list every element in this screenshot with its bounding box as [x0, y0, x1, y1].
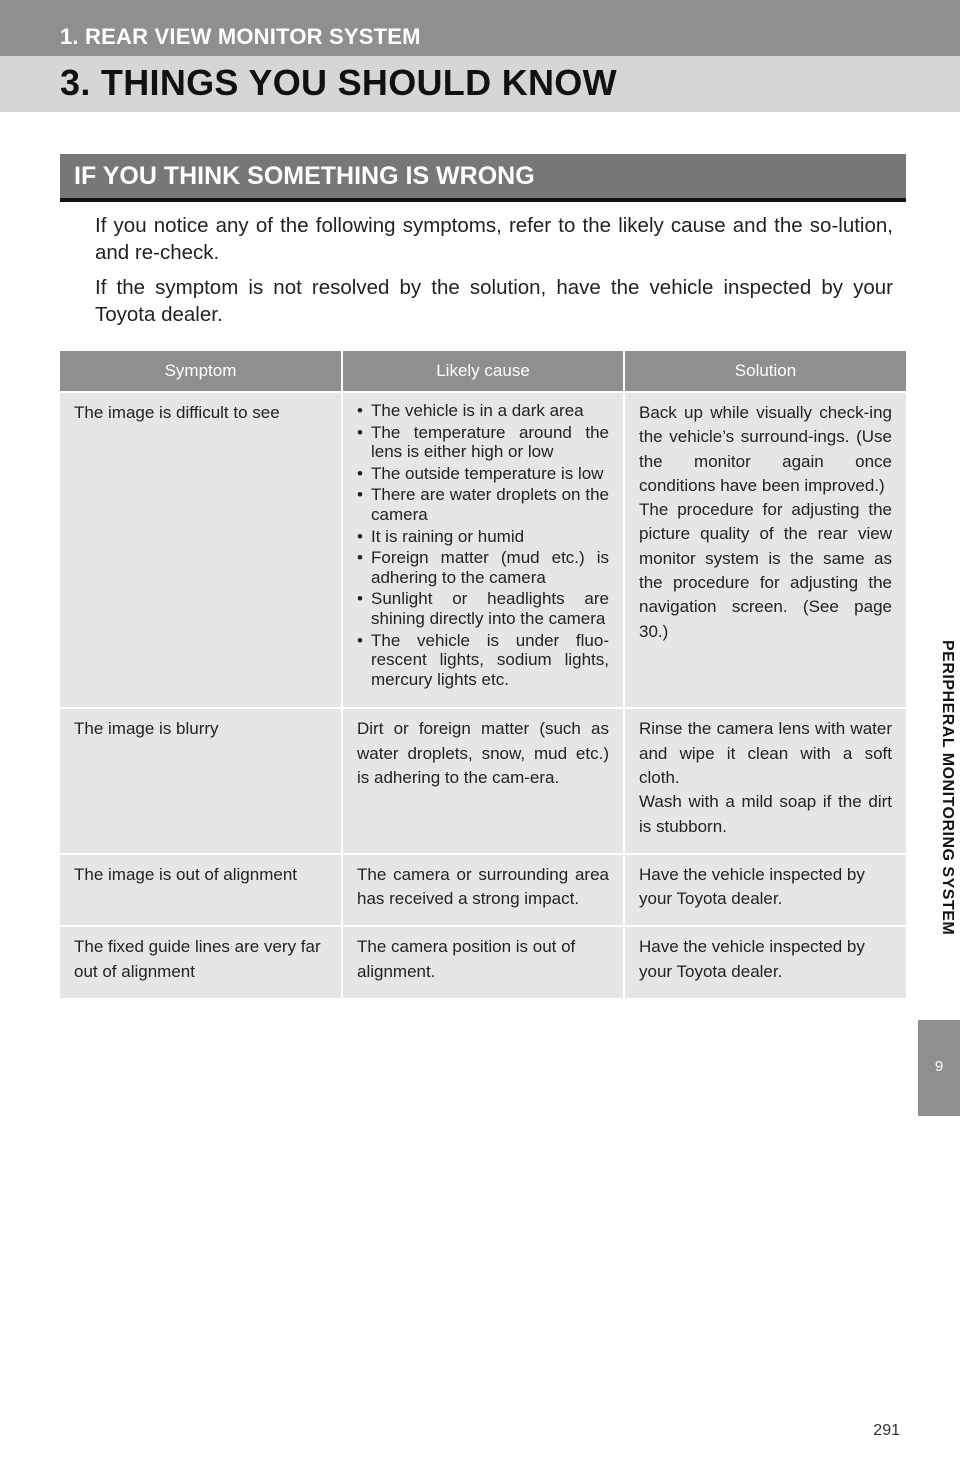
section-title-bar: [0, 0, 960, 56]
symptom-text: The image is out of alignment: [74, 864, 298, 884]
list-item: • The vehicle is under fluo-rescent lights, sodium lights, mercury lights etc.: [357, 631, 609, 690]
solution-cell: [624, 708, 906, 853]
list-item: • Foreign matter (mud etc.) is adhering to the camera: [357, 548, 609, 587]
cause-list: [357, 401, 609, 689]
symptom-text: The fixed guide lines are very far out of alignment: [74, 937, 321, 981]
cause-cell: [342, 392, 624, 708]
column-header-symptom: Symptom: [60, 351, 342, 392]
table-row: [60, 392, 906, 708]
cause-cell: [342, 854, 624, 927]
cause-cell: [342, 708, 624, 853]
page-heading: 3. THINGS YOU SHOULD KNOW: [60, 62, 617, 103]
solution-cell: [624, 926, 906, 998]
table-header-row: [60, 351, 906, 392]
list-item: • The vehicle is in a dark area: [357, 401, 609, 421]
table-row: [60, 708, 906, 853]
solution-cell: [624, 392, 906, 708]
list-item: • It is raining or humid: [357, 527, 609, 547]
list-item: • Sunlight or headlights are shining directly into the camera: [357, 589, 609, 628]
solution-text: The procedure for adjusting the picture quality of the rear view monitor system is the same as the procedure for adjusting the navigation screen. (See page 30.): [639, 500, 892, 641]
column-header-likely-cause: Likely cause: [342, 351, 624, 392]
table-row: [60, 854, 906, 927]
solution-text: Have the vehicle inspected by your Toyota dealer.: [639, 864, 865, 909]
symptom-cell: [60, 708, 342, 853]
solution-text: Wash with a mild soap if the dirt is stubborn.: [639, 792, 892, 836]
intro-paragraph: If the symptom is not resolved by the solution, have the vehicle inspected by your Toyota dealer.: [95, 276, 893, 326]
symptom-cell: [60, 854, 342, 927]
solution-text: Rinse the camera lens with water and wipe it clean with a soft cloth.: [639, 719, 892, 787]
page-number: 291: [873, 1422, 900, 1439]
solution-text: Have the vehicle inspected by your Toyota dealer.: [639, 937, 865, 981]
solution-cell: [624, 854, 906, 927]
table-row: [60, 926, 906, 998]
side-tab-label: PERIPHERAL MONITORING SYSTEM: [939, 640, 956, 936]
symptom-cell: [60, 926, 342, 998]
column-header-solution: Solution: [624, 351, 906, 392]
intro-paragraph: If you notice any of the following symptoms, refer to the likely cause and the so-lution, and re-check.: [95, 214, 893, 264]
symptom-text: The image is blurry: [74, 719, 219, 739]
cause-text: The camera or surrounding area has received a strong impact.: [357, 864, 609, 909]
list-item: • The temperature around the lens is either high or low: [357, 423, 609, 462]
troubleshooting-table: [60, 351, 906, 998]
list-item: • The outside temperature is low: [357, 464, 609, 484]
cause-cell: [342, 926, 624, 998]
symptom-text: The image is difficult to see: [74, 403, 280, 422]
section-title: 1. REAR VIEW MONITOR SYSTEM: [60, 24, 421, 49]
solution-text: Back up while visually check-ing the vehicle’s surround-ings. (Use the monitor again once conditions have been improved.): [639, 403, 892, 495]
cause-text: Dirt or foreign matter (such as water droplets, snow, mud etc.) is adhering to the cam-era.: [357, 719, 609, 787]
subsection-title: IF YOU THINK SOMETHING IS WRONG: [74, 162, 535, 190]
intro-text: [95, 212, 893, 336]
subsection-header: [60, 154, 906, 202]
side-tab-chapter-number: 9: [934, 1058, 944, 1075]
cause-text: The camera position is out of alignment.: [357, 937, 576, 981]
symptom-cell: [60, 392, 342, 708]
list-item: • There are water droplets on the camera: [357, 485, 609, 524]
side-tab-chapter-box: [918, 1020, 960, 1116]
